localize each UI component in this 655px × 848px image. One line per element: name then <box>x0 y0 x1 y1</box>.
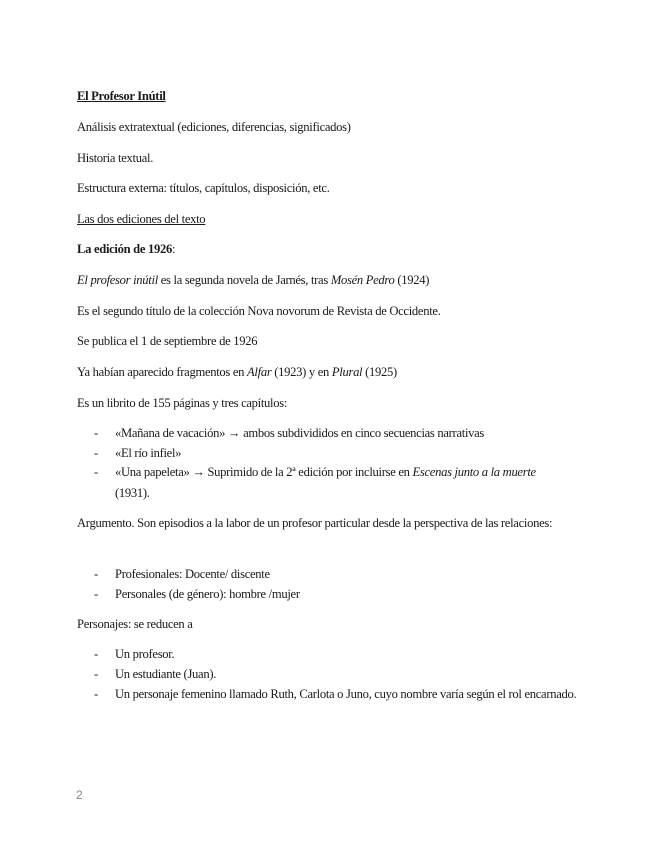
relation-personal: Personales (de género): hombre /mujer <box>115 587 300 601</box>
structure-line: Estructura externa: títulos, capítulos, disposición, etc. <box>77 181 330 195</box>
document-title: El Profesor Inútil <box>77 89 166 103</box>
character-professor: Un profesor. <box>115 647 175 661</box>
bullet-dash: - <box>94 465 98 479</box>
novel-line <box>77 272 429 288</box>
analysis-line: Análisis extratextual (ediciones, diferencias, significados) <box>77 120 351 134</box>
history-line: Historia textual. <box>77 151 154 165</box>
novel-mid: es la segunda novela de Jarnés, tras <box>157 273 331 287</box>
edition-1926-label: La edición de 1926 <box>77 242 173 256</box>
previous-novel-year: (1924) <box>394 273 430 287</box>
bullet-dash: - <box>94 667 98 681</box>
book-line: Es un librito de 155 páginas y tres capítulos: <box>77 396 288 410</box>
character-female: Un personaje femenino llamado Ruth, Carlota o Juno, cuyo nombre varía según el rol encarnado. <box>115 687 577 701</box>
published-line: Se publica el 1 de septiembre de 1926 <box>77 334 258 348</box>
chapter-3-book-title: Escenas junto a la muerte <box>412 465 536 479</box>
collection-line: Es el segundo título de la colección Nova novorum de Revista de Occidente. <box>77 304 441 318</box>
edition-1926-heading <box>77 241 175 257</box>
chapter-3-text: «Una papeleta» → Suprimido de la 2ª edición por incluirse en <box>115 465 413 479</box>
fragments-end: (1925) <box>362 365 397 379</box>
edition-1926-colon: : <box>172 242 176 256</box>
chapter-1: «Mañana de vacación» → ambos subdivididos en cinco secuencias narrativas <box>115 426 485 440</box>
fragments-mid: (1923) y en <box>271 365 332 379</box>
bullet-dash: - <box>94 446 98 460</box>
page-number: 2 <box>76 788 83 802</box>
chapter-3-year: (1931). <box>115 486 150 500</box>
fragments-pre: Ya habían aparecido fragmentos en <box>77 365 248 379</box>
bullet-dash: - <box>94 567 98 581</box>
bullet-dash: - <box>94 587 98 601</box>
fragments-line <box>77 364 397 380</box>
relation-professional: Profesionales: Docente/ discente <box>115 567 270 581</box>
editions-heading: Las dos ediciones del texto <box>77 212 206 226</box>
argument-paragraph: Argumento. Son episodios a la labor de un profesor particular desde la perspectiva de las relaciones: <box>77 516 553 530</box>
character-student: Un estudiante (Juan). <box>115 667 217 681</box>
magazine-plural: Plural <box>331 365 363 379</box>
bullet-dash: - <box>94 647 98 661</box>
bullet-dash: - <box>94 426 98 440</box>
characters-intro: Personajes: se reducen a <box>77 617 193 631</box>
chapter-2: «El río infiel» <box>115 446 182 460</box>
novel-title: El profesor inútil <box>77 273 158 287</box>
previous-novel-title: Mosén Pedro <box>330 273 395 287</box>
magazine-alfar: Alfar <box>247 365 272 379</box>
chapter-3 <box>115 462 577 504</box>
bullet-dash: - <box>94 687 98 701</box>
